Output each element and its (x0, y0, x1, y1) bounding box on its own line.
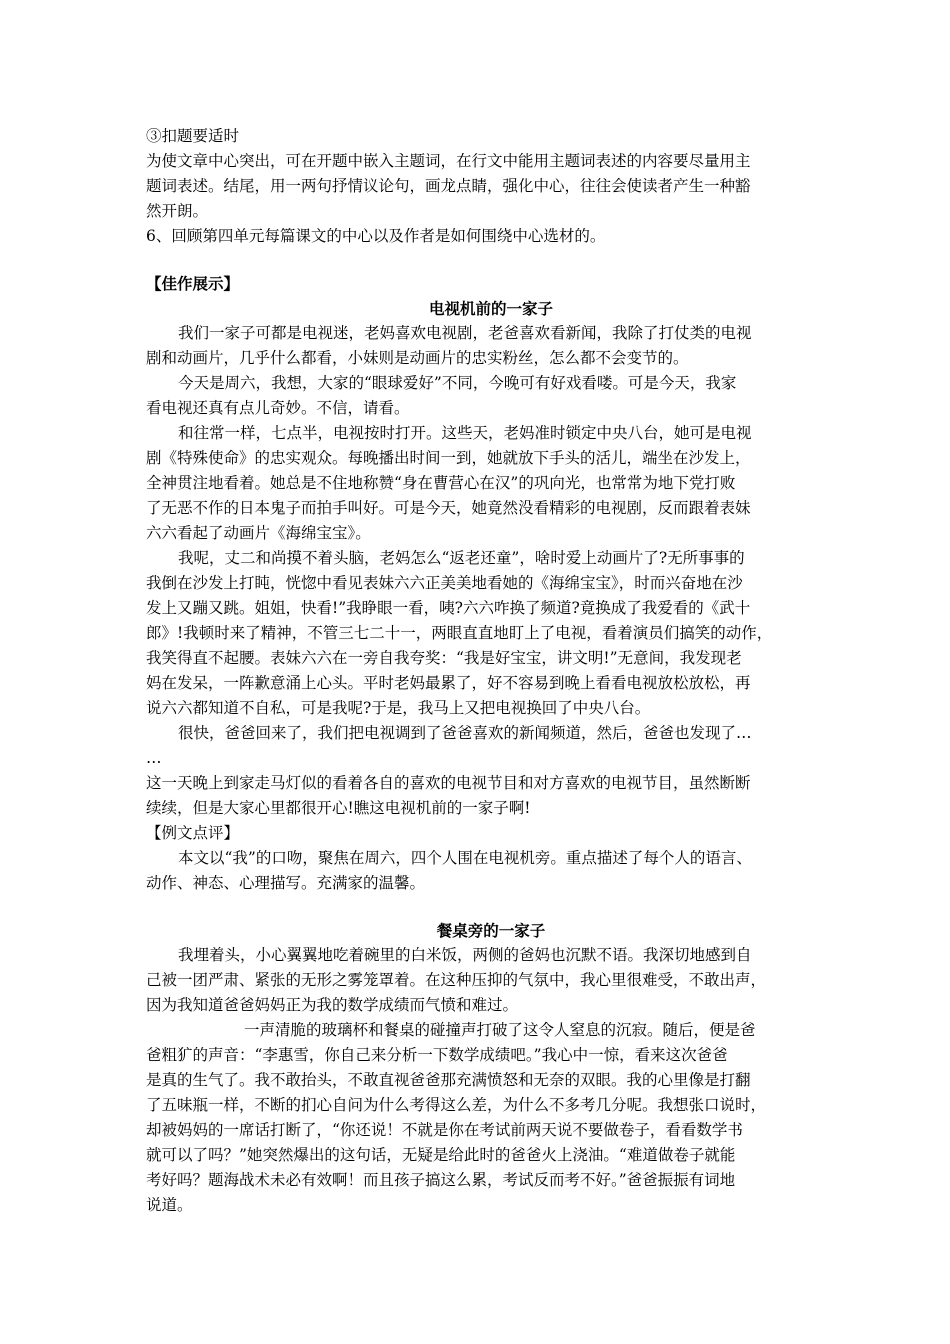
essay1-p2-line-1: 今天是周六，我想，大家的“眼球爱好”不同，今晚可有好戏看喽。可是今天，我家 (178, 374, 737, 392)
essay2-p1-line-2: 己被一团严肃、紧张的无形之雾笼罩着。在这种压抑的气氛中，我心里很难受，不敢出声， (146, 971, 767, 989)
essay1-p4-line-3: 发上又蹦又跳。姐姐，快看!”我睁眼一看，咦?六六咋换了频道?竟换成了我爱看的《武十 (146, 599, 751, 617)
document-page (146, 124, 820, 1218)
intro-line-2: 题词表述。结尾，用一两句抒情议论句，画龙点睛，强化中心，往往会使读者产生一种豁 (146, 177, 751, 195)
essay1-p5-line-2: … (146, 749, 162, 767)
essay1-p4-line-5: 我笑得直不起腰。表妹六六在一旁自我夸奖：“我是好宝宝，讲文明!”无意间，我发现老 (146, 649, 742, 667)
essay1-p5-line-1: 很快，爸爸回来了，我们把电视调到了爸爸喜欢的新闻频道，然后，爸爸也发现了… (178, 724, 752, 742)
essay1-p6-line-1: 这一天晚上到家走马灯似的看着各自的喜欢的电视节目和对方喜欢的电视节目，虽然断断 (146, 774, 751, 792)
essay1-title: 电视机前的一家子 (428, 299, 553, 318)
item-6: 6、回顾第四单元每篇课文的中心以及作者是如何围绕中心选材的。 (146, 227, 606, 245)
essay1-p3-line-5: 六六看起了动画片《海绵宝宝》。 (146, 524, 371, 542)
review-line-1: 本文以“我”的口吻，聚焦在周六，四个人围在电视机旁。重点描述了每个人的语言、 (178, 849, 752, 867)
essay1-p1-line-2: 剧和动画片，几乎什么都看，小妹则是动画片的忠实粉丝，怎么都不会变节的。 (146, 349, 689, 367)
essay2-p2-line-5: 却被妈妈的一席话打断了，“你还说！不就是你在考试前两天说不要做卷子，看看数学书 (146, 1121, 743, 1139)
essay1-p4-line-1: 我呢，丈二和尚摸不着头脑，老妈怎么“返老还童”，啥时爱上动画片了?无所事事的 (178, 549, 745, 567)
essay1-p4-line-4: 郎》!我顿时来了精神，不管三七二十一，两眼直直地盯上了电视，看着演员们搞笑的动作， (146, 624, 773, 642)
essay2-p1-line-1: 我埋着头，小心翼翼地吃着碗里的白米饭，两侧的爸妈也沉默不语。我深切地感到自 (178, 946, 752, 964)
review-line-2: 动作、神态、心理描写。充满家的温馨。 (146, 874, 426, 892)
essay2-title: 餐桌旁的一家子 (436, 921, 546, 940)
intro-line-3: 然开朗。 (146, 202, 209, 220)
essay2-p2-line-6: 就可以了吗？”她突然爆出的这句话，无疑是给此时的爸爸火上浇油。“难道做卷子就能 (146, 1146, 736, 1164)
section-heading: ③扣题要适时 (146, 127, 240, 145)
showcase-label: 【佳作展示】 (146, 274, 240, 293)
essay1-p4-line-2: 我倒在沙发上打盹，恍惚中看见表妹六六正美美地看她的《海绵宝宝》，时而兴奋地在沙 (146, 574, 743, 592)
essay1-p6-line-2: 续续，但是大家心里都很开心!瞧这电视机前的一家子啊! (146, 799, 531, 817)
essay2-p2-line-7: 考好吗？题海战术未必有效啊！而且孩子搞这么累，考试反而考不好。”爸爸振振有词地 (146, 1171, 736, 1189)
essay2-p2-line-2: 爸粗犷的声音：“李惠雪，你自己来分析一下数学成绩吧。”我心中一惊，看来这次爸爸 (146, 1046, 728, 1064)
essay2-p2-line-3: 是真的生气了。我不敢抬头，不敢直视爸爸那充满愤怒和无奈的双眼。我的心里像是打翻 (146, 1071, 751, 1089)
essay1-p4-line-7: 说六六都知道不自私，可是我呢?于是，我马上又把电视换回了中央八台。 (146, 699, 651, 717)
essay1-p1-line-1: 我们一家子可都是电视迷，老妈喜欢电视剧，老爸喜欢看新闻，我除了打仗类的电视 (178, 324, 752, 342)
review-label: 【例文点评】 (146, 824, 240, 842)
essay1-p4-line-6: 妈在发呆，一阵歉意涌上心头。平时老妈最累了，好不容易到晚上看看电视放松放松，再 (146, 674, 751, 692)
essay2-p2-line-4: 了五味瓶一样，不断的扪心自问为什么考得这么差，为什么不多考几分呢。我想张口说时， (146, 1096, 767, 1114)
essay1-p3-line-1: 和往常一样，七点半，电视按时打开。这些天，老妈准时锁定中央八台，她可是电视 (178, 424, 752, 442)
essay1-p3-line-3: 全神贯注地看着。她总是不住地称赞“身在曹营心在汉”的巩向光，也常常为地下党打败 (146, 474, 736, 492)
essay2-p1-line-3: 因为我知道爸爸妈妈正为我的数学成绩而气愤和难过。 (146, 996, 519, 1014)
essay2-p2-line-8: 说道。 (146, 1196, 193, 1214)
intro-line-1: 为使文章中心突出，可在开题中嵌入主题词，在行文中能用主题词表述的内容要尽量用主 (146, 152, 751, 170)
essay1-p3-line-4: 了无恶不作的日本鬼子而拍手叫好。可是今天，她竟然没看精彩的电视剧，反而跟着表妹 (146, 499, 751, 517)
essay1-p3-line-2: 剧《特殊使命》的忠实观众。每晚播出时间一到，她就放下手头的活儿，端坐在沙发上， (146, 449, 751, 467)
essay1-p2-line-2: 看电视还真有点儿奇妙。不信，请看。 (146, 399, 410, 417)
essay2-p2-line-1: 一声清脆的玻璃杯和餐桌的碰撞声打破了这令人窒息的沉寂。随后，便是爸 (244, 1021, 756, 1039)
